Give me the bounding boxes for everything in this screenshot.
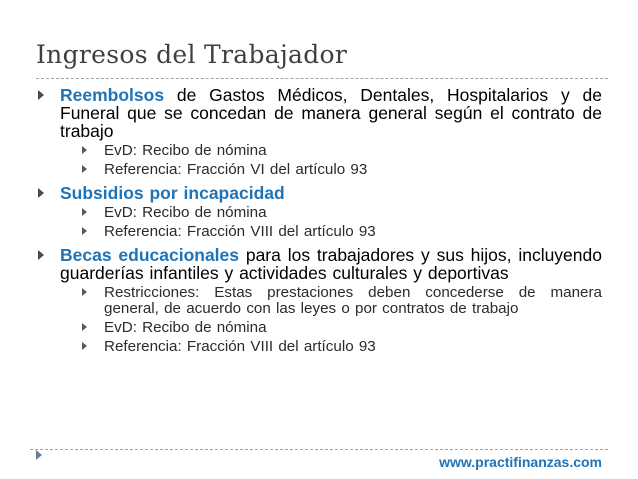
bullet-highlight: Subsidios por incapacidad: [60, 183, 285, 203]
sub-bullet-arrow-icon: [82, 165, 87, 173]
sub-item: [80, 320, 602, 336]
sub-bullet-arrow-icon: [82, 288, 87, 296]
sub-item-text: Referencia: Fracción VIII del artículo 93: [104, 223, 376, 240]
sub-bullet-arrow-icon: [82, 342, 87, 350]
sub-list: [60, 205, 602, 240]
sub-bullet-arrow-icon: [82, 323, 87, 331]
bullet-item-subsidios: [36, 184, 602, 240]
sub-item: [80, 285, 602, 317]
bullet-arrow-icon: [38, 90, 44, 100]
sub-item: [80, 205, 602, 221]
bullet-text: para los trabajadores y sus hijos, incluyendo guarderías infantiles y actividades culturales y deportivas: [60, 245, 602, 283]
bullet-arrow-icon: [38, 250, 44, 260]
sub-item-text: EvD: Recibo de nómina: [104, 204, 267, 221]
sub-item: [80, 224, 602, 240]
bullet-text: de Gastos Médicos, Dentales, Hospitalarios y de Funeral que se concedan de manera general según el contrato de trabajo: [60, 85, 602, 141]
sub-item-text: EvD: Recibo de nómina: [104, 319, 267, 336]
footer-arrow-icon: [36, 450, 42, 460]
sub-item-text: Referencia: Fracción VIII del artículo 93: [104, 338, 376, 355]
bullet-arrow-icon: [38, 188, 44, 198]
title-divider: [36, 78, 608, 79]
sub-item: [80, 143, 602, 159]
sub-bullet-arrow-icon: [82, 208, 87, 216]
sub-bullet-arrow-icon: [82, 146, 87, 154]
footer-divider: [30, 449, 608, 450]
footer-website-link[interactable]: www.practifinanzas.com: [439, 454, 602, 470]
sub-bullet-arrow-icon: [82, 227, 87, 235]
bullet-item-reembolsos: [36, 86, 602, 178]
sub-item: [80, 339, 602, 355]
sub-item: [80, 162, 602, 178]
bullet-list: [36, 86, 602, 355]
slide-title: Ingresos del Trabajador: [36, 40, 348, 69]
sub-item-text: Referencia: Fracción VI del artículo 93: [104, 161, 368, 178]
sub-list: [60, 143, 602, 178]
bullet-highlight: Becas educacionales: [60, 245, 240, 265]
sub-list: [60, 285, 602, 355]
sub-item-text: Restricciones: Estas prestaciones deben concederse de manera general, de acuerdo con las leyes o por contratos de trabajo: [104, 284, 602, 317]
bullet-highlight: Reembolsos: [60, 85, 165, 105]
bullet-item-becas: [36, 246, 602, 355]
sub-item-text: EvD: Recibo de nómina: [104, 142, 267, 159]
